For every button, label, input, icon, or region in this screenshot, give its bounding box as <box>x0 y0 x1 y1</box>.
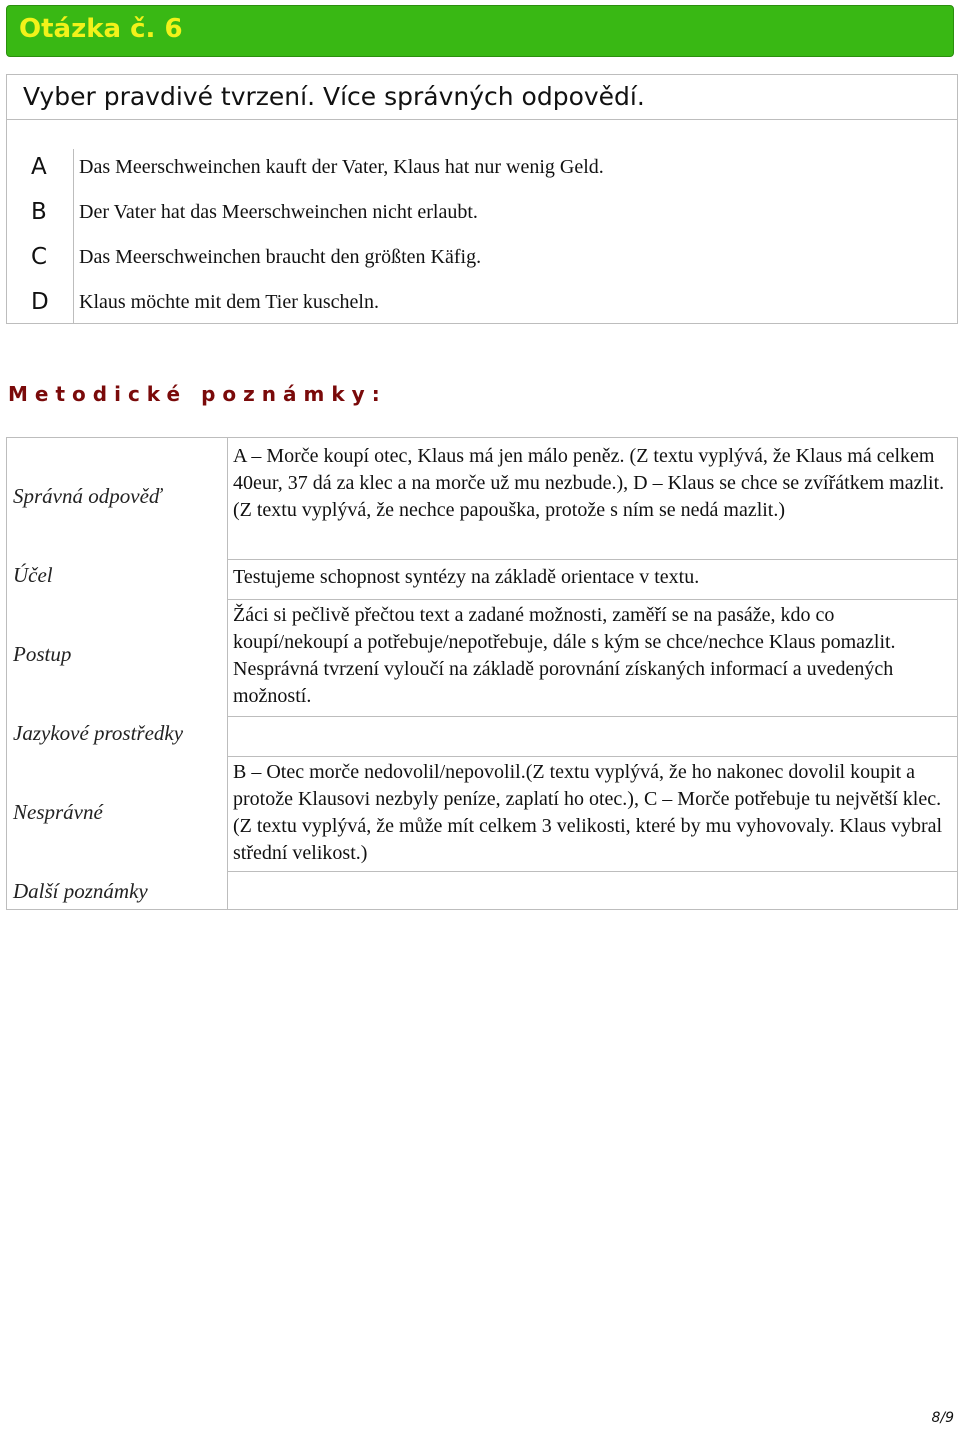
row-divider <box>227 716 957 717</box>
notes-title: Metodické poznámky: <box>8 382 387 406</box>
question-header <box>6 5 954 57</box>
question-instruction: Vyber pravdivé tvrzení. Více správných odpovědí. <box>7 75 957 120</box>
notes-table <box>6 437 958 910</box>
notes-column-divider <box>227 438 228 909</box>
content-incorrect: B – Otec morče nedovolil/nepovolil.(Z textu vyplývá, že ho nakonec dovolil koupit a protože Klausovi nezbyly peníze, zaplatí ho otec.), C – Morče potřebuje tu největší klec. (Z textu vyplývá, že může mít celkem 3 velikosti, které by mu vyhovovaly. Klaus vybral střední velikost.) <box>233 761 943 864</box>
option-text: Das Meerschweinchen braucht den größten Käfig. <box>79 246 482 268</box>
option-text: Das Meerschweinchen kauft der Vater, Klaus hat nur wenig Geld. <box>79 156 604 178</box>
option-letter: B <box>31 199 47 225</box>
row-divider <box>227 756 957 757</box>
option-letter: C <box>31 244 48 270</box>
content-correct-answer: A – Morče koupí otec, Klaus má jen málo peněz. (Z textu vyplývá, že Klaus má celkem 40eur, 37 dá za klec a na morče už mu nezbude.), D – Klaus se chce se zvířátkem mazlit.(Z textu vyplývá, že nechce papouška, protože s ním se nedá mazlit.) <box>233 445 945 521</box>
page-number: 8/9 <box>931 1410 954 1426</box>
answer-option-d[interactable] <box>7 285 957 330</box>
answer-option-a[interactable] <box>7 150 957 195</box>
question-box <box>6 74 958 324</box>
label-procedure: Postup <box>13 642 72 666</box>
label-purpose: Účel <box>13 563 53 587</box>
row-divider <box>227 559 957 560</box>
question-title: Otázka č. 6 <box>19 14 183 44</box>
answer-option-b[interactable] <box>7 195 957 240</box>
row-divider <box>227 599 957 600</box>
option-letter: D <box>31 289 49 315</box>
content-purpose: Testujeme schopnost syntézy na základě orientace v textu. <box>233 566 700 588</box>
label-incorrect: Nesprávné <box>13 800 103 824</box>
label-other-notes: Další poznámky <box>13 879 148 903</box>
label-language-means: Jazykové prostředky <box>13 721 184 745</box>
answer-options <box>7 150 957 330</box>
answer-option-c[interactable] <box>7 240 957 285</box>
option-text: Der Vater hat das Meerschweinchen nicht erlaubt. <box>79 201 478 223</box>
row-divider <box>227 871 957 872</box>
option-letter: A <box>31 154 47 180</box>
content-procedure: Žáci si pečlivě přečtou text a zadané možnosti, zaměří se na pasáže, kdo co koupí/nekoupí a potřebuje/nepotřebuje, dále s kým se chce/nechce Klaus pomazlit. Nesprávná tvrzení vyloučí na základě porovnání získaných informací a uvedených možností. <box>233 604 896 707</box>
label-correct-answer: Správná odpověď <box>13 484 162 508</box>
option-text: Klaus möchte mit dem Tier kuscheln. <box>79 291 379 313</box>
